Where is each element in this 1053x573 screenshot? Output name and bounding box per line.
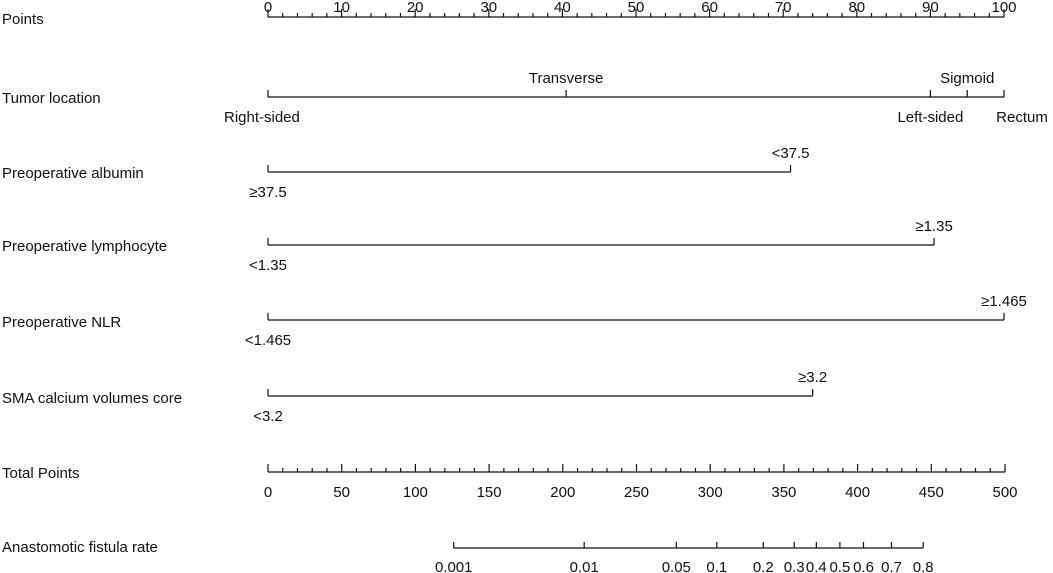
tick-label: 80: [848, 0, 866, 16]
probability-label: 0.4: [805, 559, 827, 573]
row-label: Tumor location: [2, 90, 101, 107]
row-label: Preoperative NLR: [2, 314, 122, 331]
row-label: Anastomotic fistula rate: [2, 539, 158, 556]
row-preoperative-nlr: [2, 293, 1027, 349]
tick-label: 400: [845, 484, 871, 501]
row-preoperative-albumin: [2, 145, 810, 201]
tick-label: 500: [992, 484, 1018, 501]
tick-label: 90: [922, 0, 939, 16]
row-anastomotic-fistula-rate: [2, 539, 934, 573]
row-points: [2, 0, 1017, 28]
category-label: <1.35: [249, 257, 287, 274]
category-label: ≥1.35: [915, 218, 953, 235]
tick-label: 0: [263, 0, 273, 16]
row-preoperative-lymphocyte: [2, 218, 953, 274]
category-label: <1.465: [244, 332, 292, 349]
category-label: Sigmoid: [940, 70, 995, 87]
tick-label: 50: [627, 0, 645, 16]
row-total-points: [2, 464, 1018, 501]
tick-label: 70: [774, 0, 792, 16]
tick-label: 0: [263, 484, 273, 501]
row-label: SMA calcium volumes core: [2, 390, 183, 407]
row-label: Points: [2, 11, 44, 28]
category-label: Left-sided: [897, 109, 964, 126]
category-label: Transverse: [528, 70, 604, 87]
probability-label: 0.6: [853, 559, 874, 573]
category-label: ≥37.5: [249, 184, 287, 201]
probability-label: 0.001: [434, 559, 473, 573]
probability-label: 0.3: [783, 559, 805, 573]
category-label: <3.2: [253, 408, 283, 425]
category-label: Rectum: [996, 109, 1048, 126]
row-sma-calcium-volumes-core: [2, 369, 827, 425]
tick-label: 60: [701, 0, 718, 16]
category-label: ≥3.2: [798, 369, 828, 386]
category-label: <37.5: [771, 145, 810, 162]
tick-label: 450: [918, 484, 944, 501]
category-label: Right-sided: [224, 109, 300, 126]
category-label: ≥1.465: [981, 293, 1027, 310]
tick-label: 100: [402, 484, 428, 501]
probability-label: 0.7: [881, 559, 902, 573]
probability-label: 0.01: [569, 559, 599, 573]
probability-label: 0.2: [752, 559, 774, 573]
tick-label: 10: [333, 0, 350, 16]
tick-label: 350: [771, 484, 797, 501]
tick-label: 300: [697, 484, 723, 501]
tick-label: 100: [991, 0, 1017, 16]
row-tumor-location: [2, 70, 1048, 126]
probability-label: 0.1: [706, 559, 728, 573]
tick-label: 20: [406, 0, 424, 16]
tick-label: 40: [554, 0, 571, 16]
tick-label: 250: [623, 484, 650, 501]
probability-label: 0.8: [912, 559, 934, 573]
probability-label: 0.05: [661, 559, 691, 573]
probability-label: 0.5: [829, 559, 851, 573]
tick-label: 150: [476, 484, 502, 501]
row-label: Preoperative albumin: [2, 165, 144, 182]
tick-label: 30: [480, 0, 498, 16]
tick-label: 200: [550, 484, 576, 501]
row-label: Preoperative lymphocyte: [2, 238, 168, 255]
tick-label: 50: [333, 484, 351, 501]
row-label: Total Points: [2, 465, 80, 482]
